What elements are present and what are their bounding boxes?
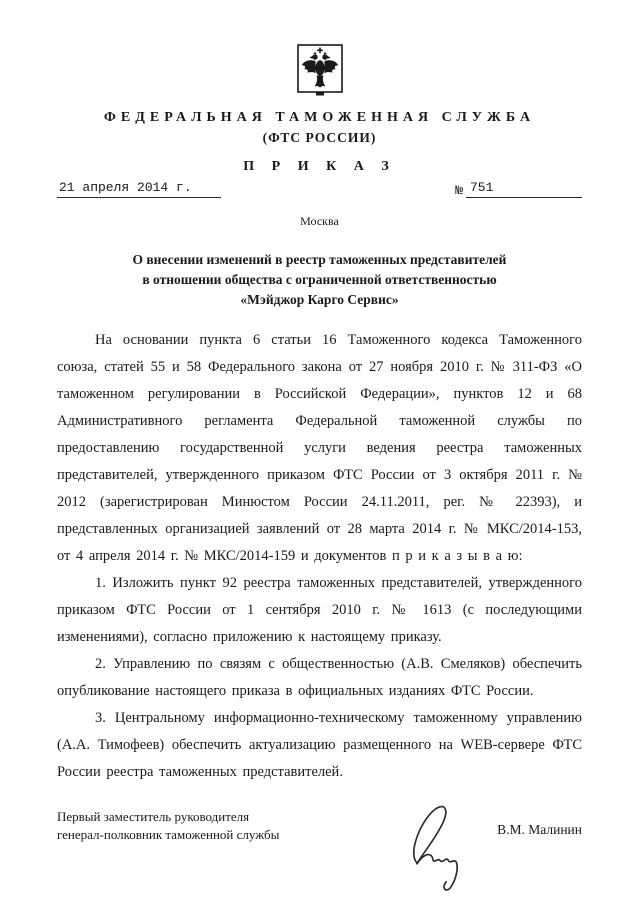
order-title bbox=[57, 250, 582, 310]
order-title-line-2: в отношении общества с ограниченной ответственностью bbox=[142, 272, 497, 287]
russia-coat-of-arms-icon bbox=[297, 44, 343, 101]
order-number: 751 bbox=[466, 180, 582, 198]
agency-name: ФЕДЕРАЛЬНАЯ ТАМОЖЕННАЯ СЛУЖБА bbox=[103, 110, 536, 125]
date-number-row bbox=[57, 180, 582, 198]
handwritten-signature bbox=[400, 800, 478, 892]
order-body bbox=[57, 327, 582, 786]
order-title-line-1: О внесении изменений в реестр таможенных представителей bbox=[132, 252, 507, 267]
emblem-wrap bbox=[57, 0, 582, 101]
body-paragraph-item-3: 3. Центральному информационно-техническому таможенному управлению (А.А. Тимофеев) обеспечить актуализацию размещенного на WEB-сервере ФТС России реестра таможенных представителей. bbox=[57, 710, 582, 780]
signer-name: В.М. Малинин bbox=[497, 822, 582, 837]
signer-position bbox=[57, 808, 387, 844]
signature-block bbox=[57, 808, 582, 844]
body-paragraph-item-2: 2. Управлению по связям с общественностью (А.В. Смеляков) обеспечить опубликование настоящего приказа в официальных изданиях ФТС России. bbox=[57, 656, 582, 699]
city-label: Москва bbox=[300, 214, 339, 228]
order-number-field bbox=[455, 180, 582, 198]
signer-position-line-2: генерал-полковник таможенной службы bbox=[57, 827, 280, 842]
signer-position-line-1: Первый заместитель руководителя bbox=[57, 809, 250, 824]
agency-short-name: (ФТС РОССИИ) bbox=[262, 130, 377, 145]
body-paragraph-item-1: 1. Изложить пункт 92 реестра таможенных представителей, утвержденного приказом ФТС России от 1 сентября 2010 г. № 1613 (с последующими изменениями), согласно приложению к настоящему приказу. bbox=[57, 575, 582, 645]
body-paragraph-preamble: На основании пункта 6 статьи 16 Таможенного кодекса Таможенного союза, статей 55 и 58 Федерального закона от 27 ноября 2010 г. № 311-ФЗ «О таможенном регулировании в Российской Федерации», пунктов 12 и 68 Административного регламента Федеральной таможенной службы по предоставлению государственной услуги ведения реестра таможенных представителей, утвержденного приказом ФТС России от 3 октября 2011 г. № 2012 (зарегистрирован Минюстом России 24.11.2011, рег. № 22393), и представленных организацией заявлений от 28 марта 2014 г. № МКС/2014-153, от 4 апреля 2014 г. № МКС/2014-159 и документов п р и к а з ы в а ю: bbox=[57, 332, 582, 564]
document-type-heading: П Р И К А З bbox=[243, 159, 396, 174]
order-title-line-3: «Мэйджор Карго Сервис» bbox=[240, 292, 399, 307]
number-sign: № bbox=[455, 183, 463, 198]
order-date: 21 апреля 2014 г. bbox=[57, 180, 221, 198]
